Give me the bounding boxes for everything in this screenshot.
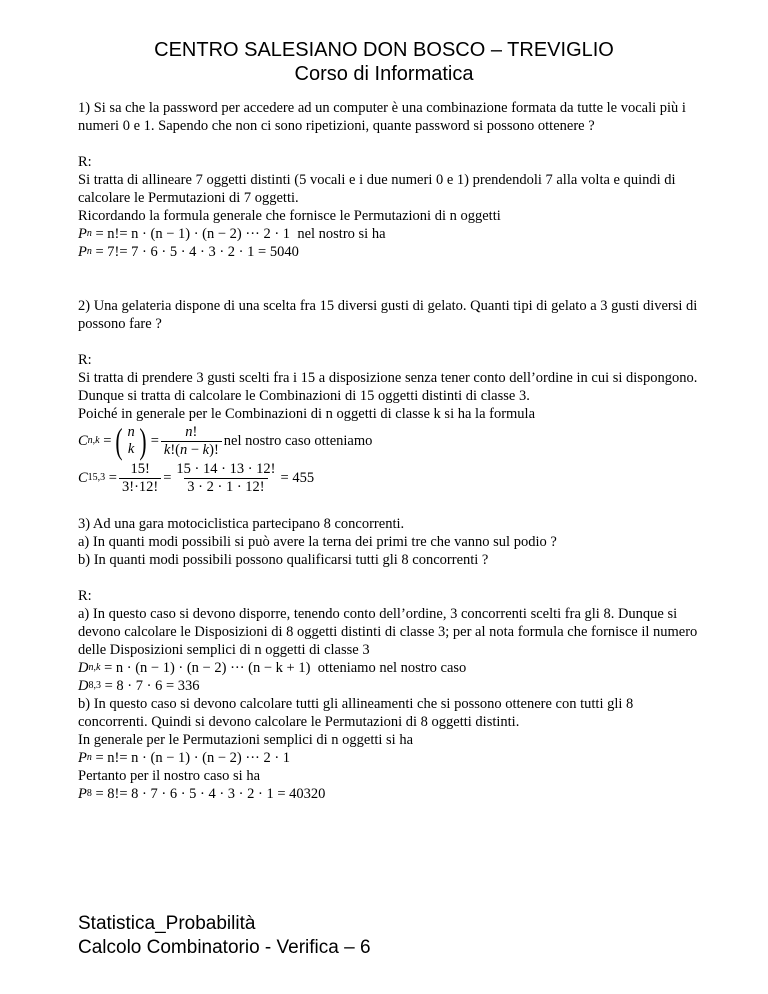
q3-question-b: b) In quanti modi possibili possono qualificarsi tutti gli 8 concorrenti ? <box>78 552 489 568</box>
q1-formula-2-expr: = 7!= 7 · 6 · 5 · 4 · 3 · 2 · 1 = 5040 <box>95 244 299 260</box>
q2-text2: Poiché in generale per le Combinazioni di n oggetti di classe k si ha la formula <box>78 406 536 422</box>
q3-r-label: R: <box>78 588 92 604</box>
q1-formula-1-expr: = n!= n · (n − 1) · (n − 2) ··· 2 · 1 <box>95 226 291 242</box>
q3-question-a: a) In quanti modi possibili si può avere la terna dei primi tre che vanno sul podio ? <box>78 534 557 550</box>
q2-formula-tail: nel nostro caso otteniamo <box>223 433 373 449</box>
q3-formula-a2-expr: = 8 · 7 · 6 = 336 <box>104 678 200 694</box>
binomial-coefficient: ( n k ) <box>115 421 147 461</box>
q2-formula-specific: C 15,3 = $\frac{15!}{3!\cdot 12!}$ = $\frac{15 \cdot 14 \cdot 13 \cdot 12!}{3 \cdot 2 \cdot 1 \cdot 12!}$ = 455 <box>78 460 315 495</box>
q2-text1: Si tratta di prendere 3 gusti scelti fra i 15 a disposizione senza tener conto dell’ordine in cui si dispongono. Dunque si tratta di calcolare le Combinazioni di 15 oggetti distinti di classe 3. <box>78 370 698 404</box>
header-title: CENTRO SALESIANO DON BOSCO – TREVIGLIO <box>154 39 614 61</box>
q3-intro: 3) Ad una gara motociclistica partecipano 8 concorrenti. <box>78 516 405 532</box>
q1-formula-2: P n = 7!= 7 · 6 · 5 · 4 · 3 · 2 · 1 = 5040 <box>78 244 299 260</box>
footer-line-1: Statistica_Probabilità <box>78 913 256 934</box>
q3-formula-b2-expr: = 8!= 8 · 7 · 6 · 5 · 4 · 3 · 2 · 1 = 40320 <box>95 786 326 802</box>
fraction-expanded: $\frac{15 \cdot 14 \cdot 13 \cdot 12!}{3 \cdot 2 \cdot 1 \cdot 12!}$ <box>176 460 276 495</box>
q3-formula-a1-tail: otteniamo nel nostro caso <box>317 660 467 676</box>
q3-formula-a2: D 8,3 = 8 · 7 · 6 = 336 <box>78 678 200 694</box>
q3-text-b2: In generale per le Permutazioni semplici di n oggetti si ha <box>78 732 414 748</box>
q1-question: 1) Si sa che la password per accedere ad un computer è una combinazione formata da tutte le vocali più i numeri 0 e 1. Sapendo che non ci sono ripetizioni, quante password si possono ottenere ? <box>78 100 686 134</box>
fraction-15-over-3-12: $\frac{15!}{3!\cdot 12!}$ <box>119 461 161 496</box>
q1-r-label: R: <box>78 154 92 170</box>
q1-text2: Ricordando la formula generale che fornisce le Permutazioni di n oggetti <box>78 208 501 224</box>
q1-text1: Si tratta di allineare 7 oggetti distinti (5 vocali e i due numeri 0 e 1) prendendoli 7 alla volta e quindi di calcolare le Permutazioni di 7 oggetti. <box>78 172 676 206</box>
q3-formula-b1-expr: = n!= n · (n − 1) · (n − 2) ··· 2 · 1 <box>95 750 291 766</box>
q2-r-label: R: <box>78 352 92 368</box>
q3-text-b: b) In questo caso si devono calcolare tutti gli allineamenti che si possono ottenere con tutti gli 8 concorrenti. Quindi si devono calcolare le Permutazioni di 8 oggetti distinti. <box>78 696 634 730</box>
header-subtitle: Corso di Informatica <box>294 63 474 85</box>
q2-result: 455 <box>292 470 315 486</box>
q2-formula-general: C n,k = ( n k ) = $\frac{n!}{k!(n - k)!}$ nel nostro caso otteniamo <box>78 421 373 461</box>
page-header <box>0 38 768 86</box>
q3-text-a: a) In questo caso si devono disporre, tenendo conto dell’ordine, 3 concorrenti scelti fra gli 8. Dunque si devono calcolare le Disposizioni di 8 oggetti distinti di classe 3; per al nota formula che fornisce il numero delle Disposizioni semplici di n oggetti di classe 3 <box>78 606 698 658</box>
document-body <box>78 99 698 803</box>
combination-fraction: $\frac{n!}{k!(n - k)!}$ <box>161 424 222 459</box>
q3-formula-a1-expr: = n · (n − 1) · (n − 2) ··· (n − k + 1) <box>104 660 311 676</box>
q3-text-b3: Pertanto per il nostro caso si ha <box>78 768 261 784</box>
q1-formula-1-tail: nel nostro si ha <box>297 226 386 242</box>
q1-formula-1: P n = n!= n · (n − 1) · (n − 2) ··· 2 · 1 nel nostro si ha <box>78 226 386 242</box>
q3-formula-b1: P n = n!= n · (n − 1) · (n − 2) ··· 2 · 1 <box>78 750 291 766</box>
q3-formula-b2: P 8 = 8!= 8 · 7 · 6 · 5 · 4 · 3 · 2 · 1 = 40320 <box>78 786 326 802</box>
q3-formula-a1: D n,k = n · (n − 1) · (n − 2) ··· (n − k + 1) otteniamo nel nostro caso <box>78 660 467 676</box>
q2-question: 2) Una gelateria dispone di una scelta fra 15 diversi gusti di gelato. Quanti tipi di gelato a 3 gusti diversi di possono fare ? <box>78 298 698 332</box>
page-footer <box>78 912 371 960</box>
footer-line-2: Calcolo Combinatorio - Verifica – 6 <box>78 937 371 958</box>
